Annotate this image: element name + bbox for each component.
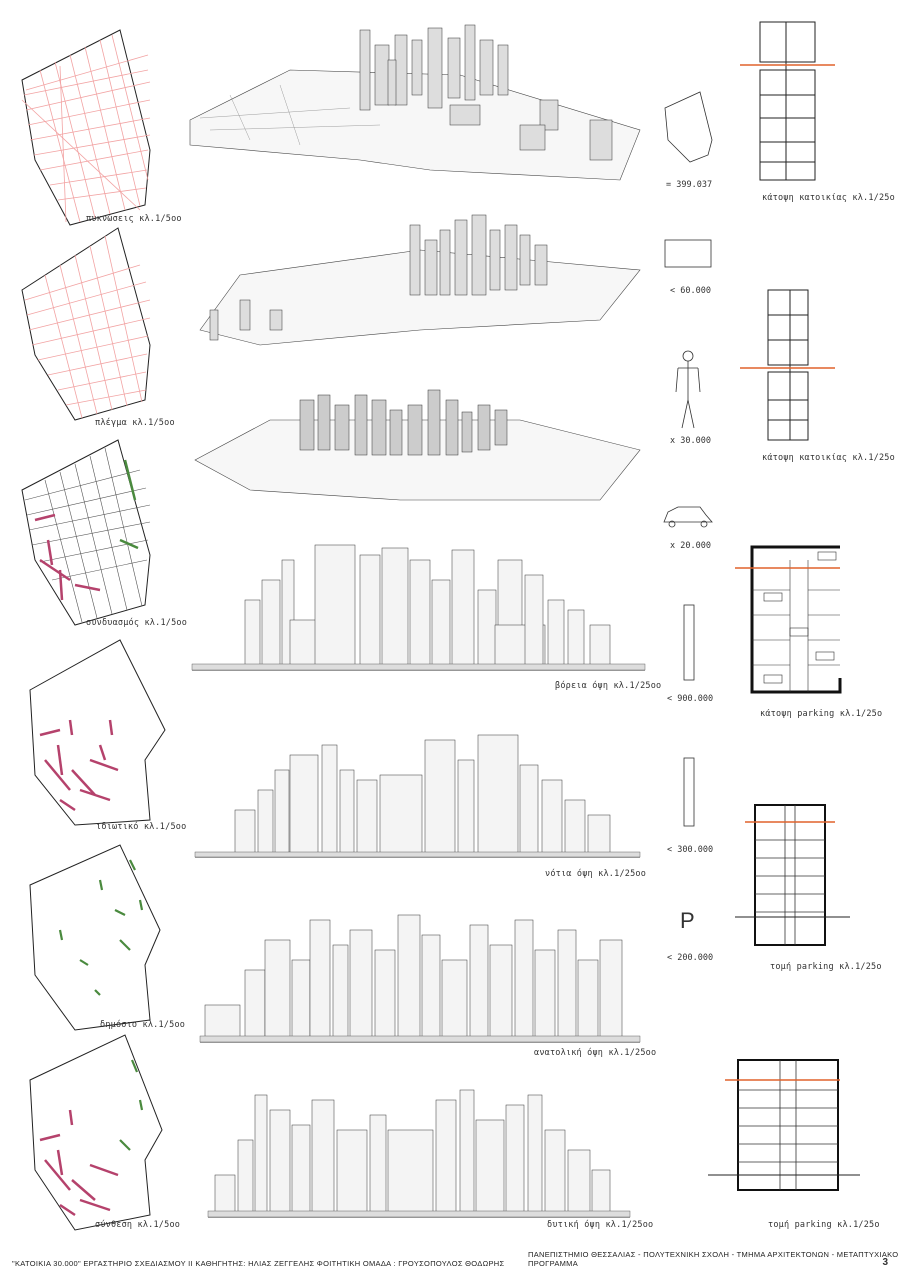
combination-caption: συνδυασμός κλ.1/5οο <box>86 618 188 628</box>
scale-label-3: x 30.000 <box>670 436 711 446</box>
synthesis-caption: σύνθεση κλ.1/5οο <box>95 1220 181 1230</box>
parking-plan-caption: κάτοψη parking κλ.1/25ο <box>760 709 883 719</box>
parking-sign-icon: P <box>680 908 695 933</box>
scale-label-7: < 200.000 <box>667 953 714 963</box>
parking-section-caption-2: τομή parking κλ.1/25ο <box>768 1220 880 1230</box>
scale-label-1: = 399.037 <box>666 180 713 190</box>
scale-label-6: < 300.000 <box>667 845 714 855</box>
footer-right: ΠΑΝΕΠΙΣΤΗΜΙΟ ΘΕΣΣΑΛΙΑΣ - ΠΟΛΥΤΕΧΝΙΚΗ ΣΧΟΛΗ - ΤΜΗΜΑ ΑΡΧΙΤΕΚΤΟΝΩΝ - ΜΕΤΑΠΤΥΧΙΑΚΟ ΠΡΟΓΡΑΜΜΑ <box>528 1250 899 1268</box>
scale-label-2: < 60.000 <box>670 286 711 296</box>
south-elevation-caption: νότια όψη κλ.1/25οο <box>545 869 647 879</box>
housing-plan-caption-2: κάτοψη κατοικίας κλ.1/25ο <box>762 453 895 463</box>
east-elevation-caption: ανατολική όψη κλ.1/25οο <box>534 1048 657 1058</box>
scale-label-5: < 900.000 <box>667 694 714 704</box>
scale-label-4: x 20.000 <box>670 541 711 551</box>
footer-left: "ΚΑΤΟΙΚΙΑ 30.000" ΕΡΓΑΣΤΗΡΙΟ ΣΧΕΔΙΑΣΜΟΥ ΙΙ ΚΑΘΗΓΗΤΗΣ: ΗΛΙΑΣ ΖΕΓΓΕΛΗΣ ΦΟΙΤΗΤΙΚΗ ΟΜΑΔΑ : ΓΡΟΥΣΟΠΟΥΛΟΣ ΘΟΔΩΡΗΣ <box>12 1259 505 1268</box>
private-caption: ιδιωτικό κλ.1/5οο <box>96 822 187 832</box>
parking-section-caption-1: τομή parking κλ.1/25ο <box>770 962 882 972</box>
north-elevation-caption: βόρεια όψη κλ.1/25οο <box>555 681 662 691</box>
housing-plan-caption-1: κάτοψη κατοικίας κλ.1/25ο <box>762 193 895 203</box>
west-elevation-caption: δυτική όψη κλ.1/25οο <box>547 1220 654 1230</box>
density-caption: πυκνώσεις κλ.1/5οο <box>86 214 182 224</box>
grid-caption: πλέγμα κλ.1/5οο <box>95 418 175 428</box>
public-caption: δημόσιο κλ.1/5οο <box>100 1020 186 1030</box>
page-number: 3 <box>882 1257 888 1268</box>
